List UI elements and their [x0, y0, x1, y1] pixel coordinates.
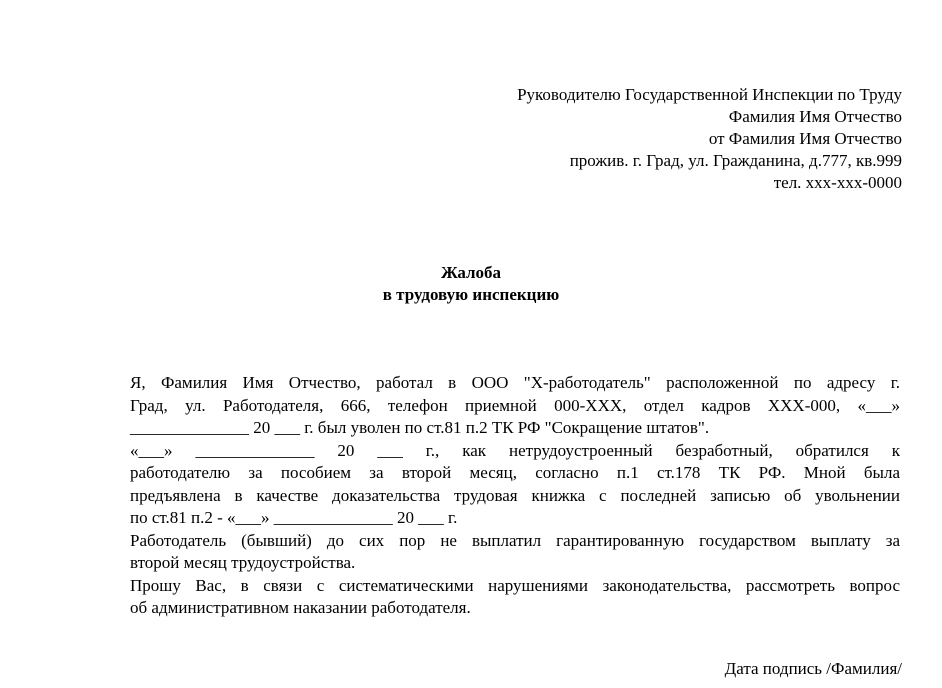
- signature-line: Дата подпись /Фамилия/: [724, 659, 902, 678]
- title-line-2: в трудовую инспекцию: [382, 285, 560, 304]
- body-line: Прошу Вас, в связи с систематическими нарушениями законодательства, рассмотреть вопрос: [130, 575, 900, 595]
- complaint-body: [130, 372, 900, 620]
- body-line: второй месяц трудоустройства.: [130, 553, 356, 572]
- body-line: работодателю за пособием за второй месяц, согласно п.1 ст.178 ТК РФ. Мной была: [130, 463, 900, 482]
- body-line: Я, Фамилия Имя Отчество, работал в ООО "Х-работодатель" расположенной по адресу г.: [130, 373, 900, 392]
- body-line: ______________ 20 ___ г. был уволен по ст.81 п.2 ТК РФ "Сокращение штатов".: [130, 418, 710, 437]
- title-line-1: Жалоба: [440, 263, 502, 282]
- body-line: «___» ______________ 20 ___ г., как нетрудоустроенный безработный, обратился к: [130, 440, 900, 460]
- body-line: предъявлена в качестве доказательства трудовая книжка с последней записью об увольнении: [130, 485, 900, 505]
- addressee-recipient: Руководителю Государственной Инспекции по Труду: [517, 85, 902, 104]
- body-line: Работодатель (бывший) до сих пор не выплатил гарантированную государством выплату за: [130, 530, 900, 550]
- body-line: по ст.81 п.2 - «___» ______________ 20 ___ г.: [130, 508, 458, 527]
- document-title: [0, 262, 942, 306]
- addressee-sender-address: прожив. г. Град, ул. Гражданина, д.777, кв.999: [569, 151, 902, 170]
- addressee-sender-name: от Фамилия Имя Отчество: [708, 129, 902, 148]
- addressee-recipient-name: Фамилия Имя Отчество: [728, 107, 902, 126]
- body-line: об административном наказании работодателя.: [130, 598, 471, 617]
- addressee-sender-phone: тел. ххх-ххх-0000: [773, 173, 902, 192]
- addressee-block: [517, 84, 902, 194]
- body-line: Град, ул. Работодателя, 666, телефон приемной 000-XXX, отдел кадров XXX-000, «___»: [130, 395, 900, 415]
